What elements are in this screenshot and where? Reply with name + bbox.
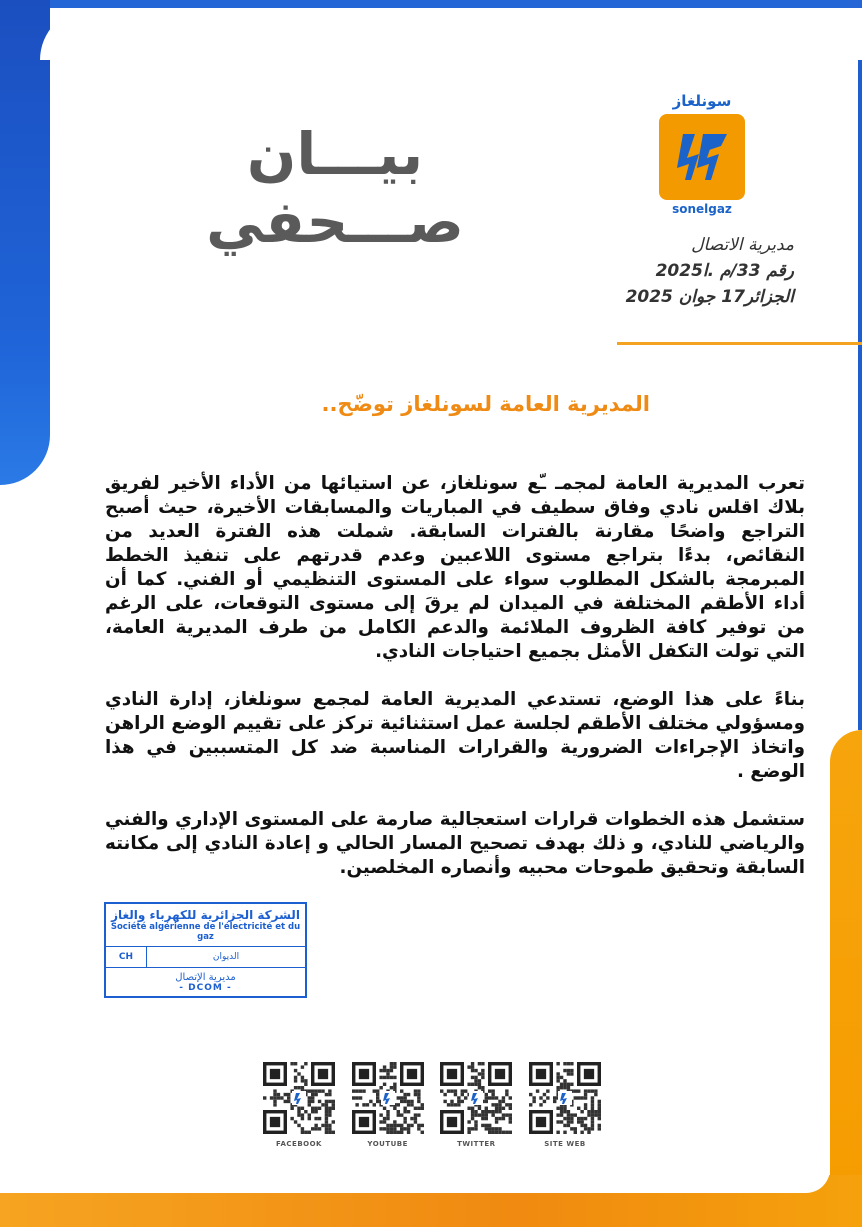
qr-youtube[interactable] [351,1062,425,1148]
frame-left-band [0,0,50,485]
reference-number: رقم 33/م .ا2025 [655,261,794,281]
paragraph: تعرب المديرية العامة لمجمـ ـّع سونلغاز، عن استيائها من الأداء الأخير لفريق بلاك اقلس نادي وفاق سطيف في المباريات والمسابقات الأخيرة، حيث أصبح التراجع واضحًا مقارنة بالفترات السابقة. شملت هذه الفترة العديد من النقائص، بدءًا بتراجع مستوى اللاعبين وعدم قدرتهم على تنفيذ الخطط المبرمجة بالشكل المطلوب سواء على المستوى التنظيمي أو الفني. كما أن أداء الأطقم المختلفة في الميدان لم يرقَ إلى مستوى التوقعات، على الرغم من توفير كافة الظروف الملائمة والدعم الكامل من طرف المديرية العامة، التي تولت التكفل الأمثل بجميع احتياجات النادي. [105,473,805,662]
qr-facebook[interactable] [262,1062,336,1148]
official-stamp [104,902,307,998]
qr-code-icon [352,1062,424,1134]
document-date: الجزائر17 جوان 2025 [625,287,794,307]
paragraph: ستشمل هذه الخطوات قرارات استعجالية صارمة على المستوى الإداري والفني والرياضي للنادي، و ذلك بهدف تصحيح المسار الحالي و إعادة النادي إلى مكانته السابقة وتحقيق طموحات محبيه وأنصاره المخلصين. [105,809,805,878]
lightning-flame-icon [659,114,745,200]
divider [617,342,862,345]
stamp-company-french: Société algérienne de l'électricité et du gaz [110,922,301,942]
frame-right-rule [858,60,862,730]
qr-label: YOUTUBE [367,1140,408,1148]
qr-code-icon [440,1062,512,1134]
sonelgaz-logo [652,92,752,216]
stamp-company-arabic: الشركة الجزائرية للكهرباء والغاز [111,908,300,922]
frame-top-inner [40,8,862,60]
frame-bottom-cut [0,1169,830,1193]
qr-label: SITE WEB [544,1140,586,1148]
stamp-row [106,946,305,968]
logo-latin-text: sonelgaz [672,202,732,216]
paragraph: بناءً على هذا الوضع، تستدعي المديرية العامة لمجمع سونلغاز، إدارة النادي ومسؤولي مختلف الأطقم لجلسة عمل استثنائية تركز على تقييم الوضع الراهن واتخاذ الإجراءات الضرورية والقرارات المناسبة ضد كل المتسببين في هذا الوضع . [105,689,805,782]
frame-right-orange [830,730,862,1200]
qr-twitter[interactable] [439,1062,513,1148]
document-meta [494,232,794,310]
qr-label: FACEBOOK [276,1140,322,1148]
qr-code-icon [529,1062,601,1134]
press-body [105,472,805,904]
stamp-dcom: - DCOM - [179,983,232,993]
stamp-office: الديوان [212,952,240,962]
qr-code-icon [263,1062,335,1134]
directorate-line: مديرية الاتصال [691,235,794,255]
logo-arabic-text: سونلغاز [672,92,732,110]
subject-heading: المديرية العامة لسونلغاز توضّح.. [321,392,650,416]
qr-label: TWITTER [457,1140,496,1148]
stamp-directorate: مديرية الإتصال [175,972,236,983]
stamp-code: CH [106,947,147,967]
qr-site-web[interactable] [528,1062,602,1148]
page-title: بيـــان صـــحفي [206,120,464,256]
frame-top-band [0,0,862,8]
qr-code-row [262,1062,602,1148]
